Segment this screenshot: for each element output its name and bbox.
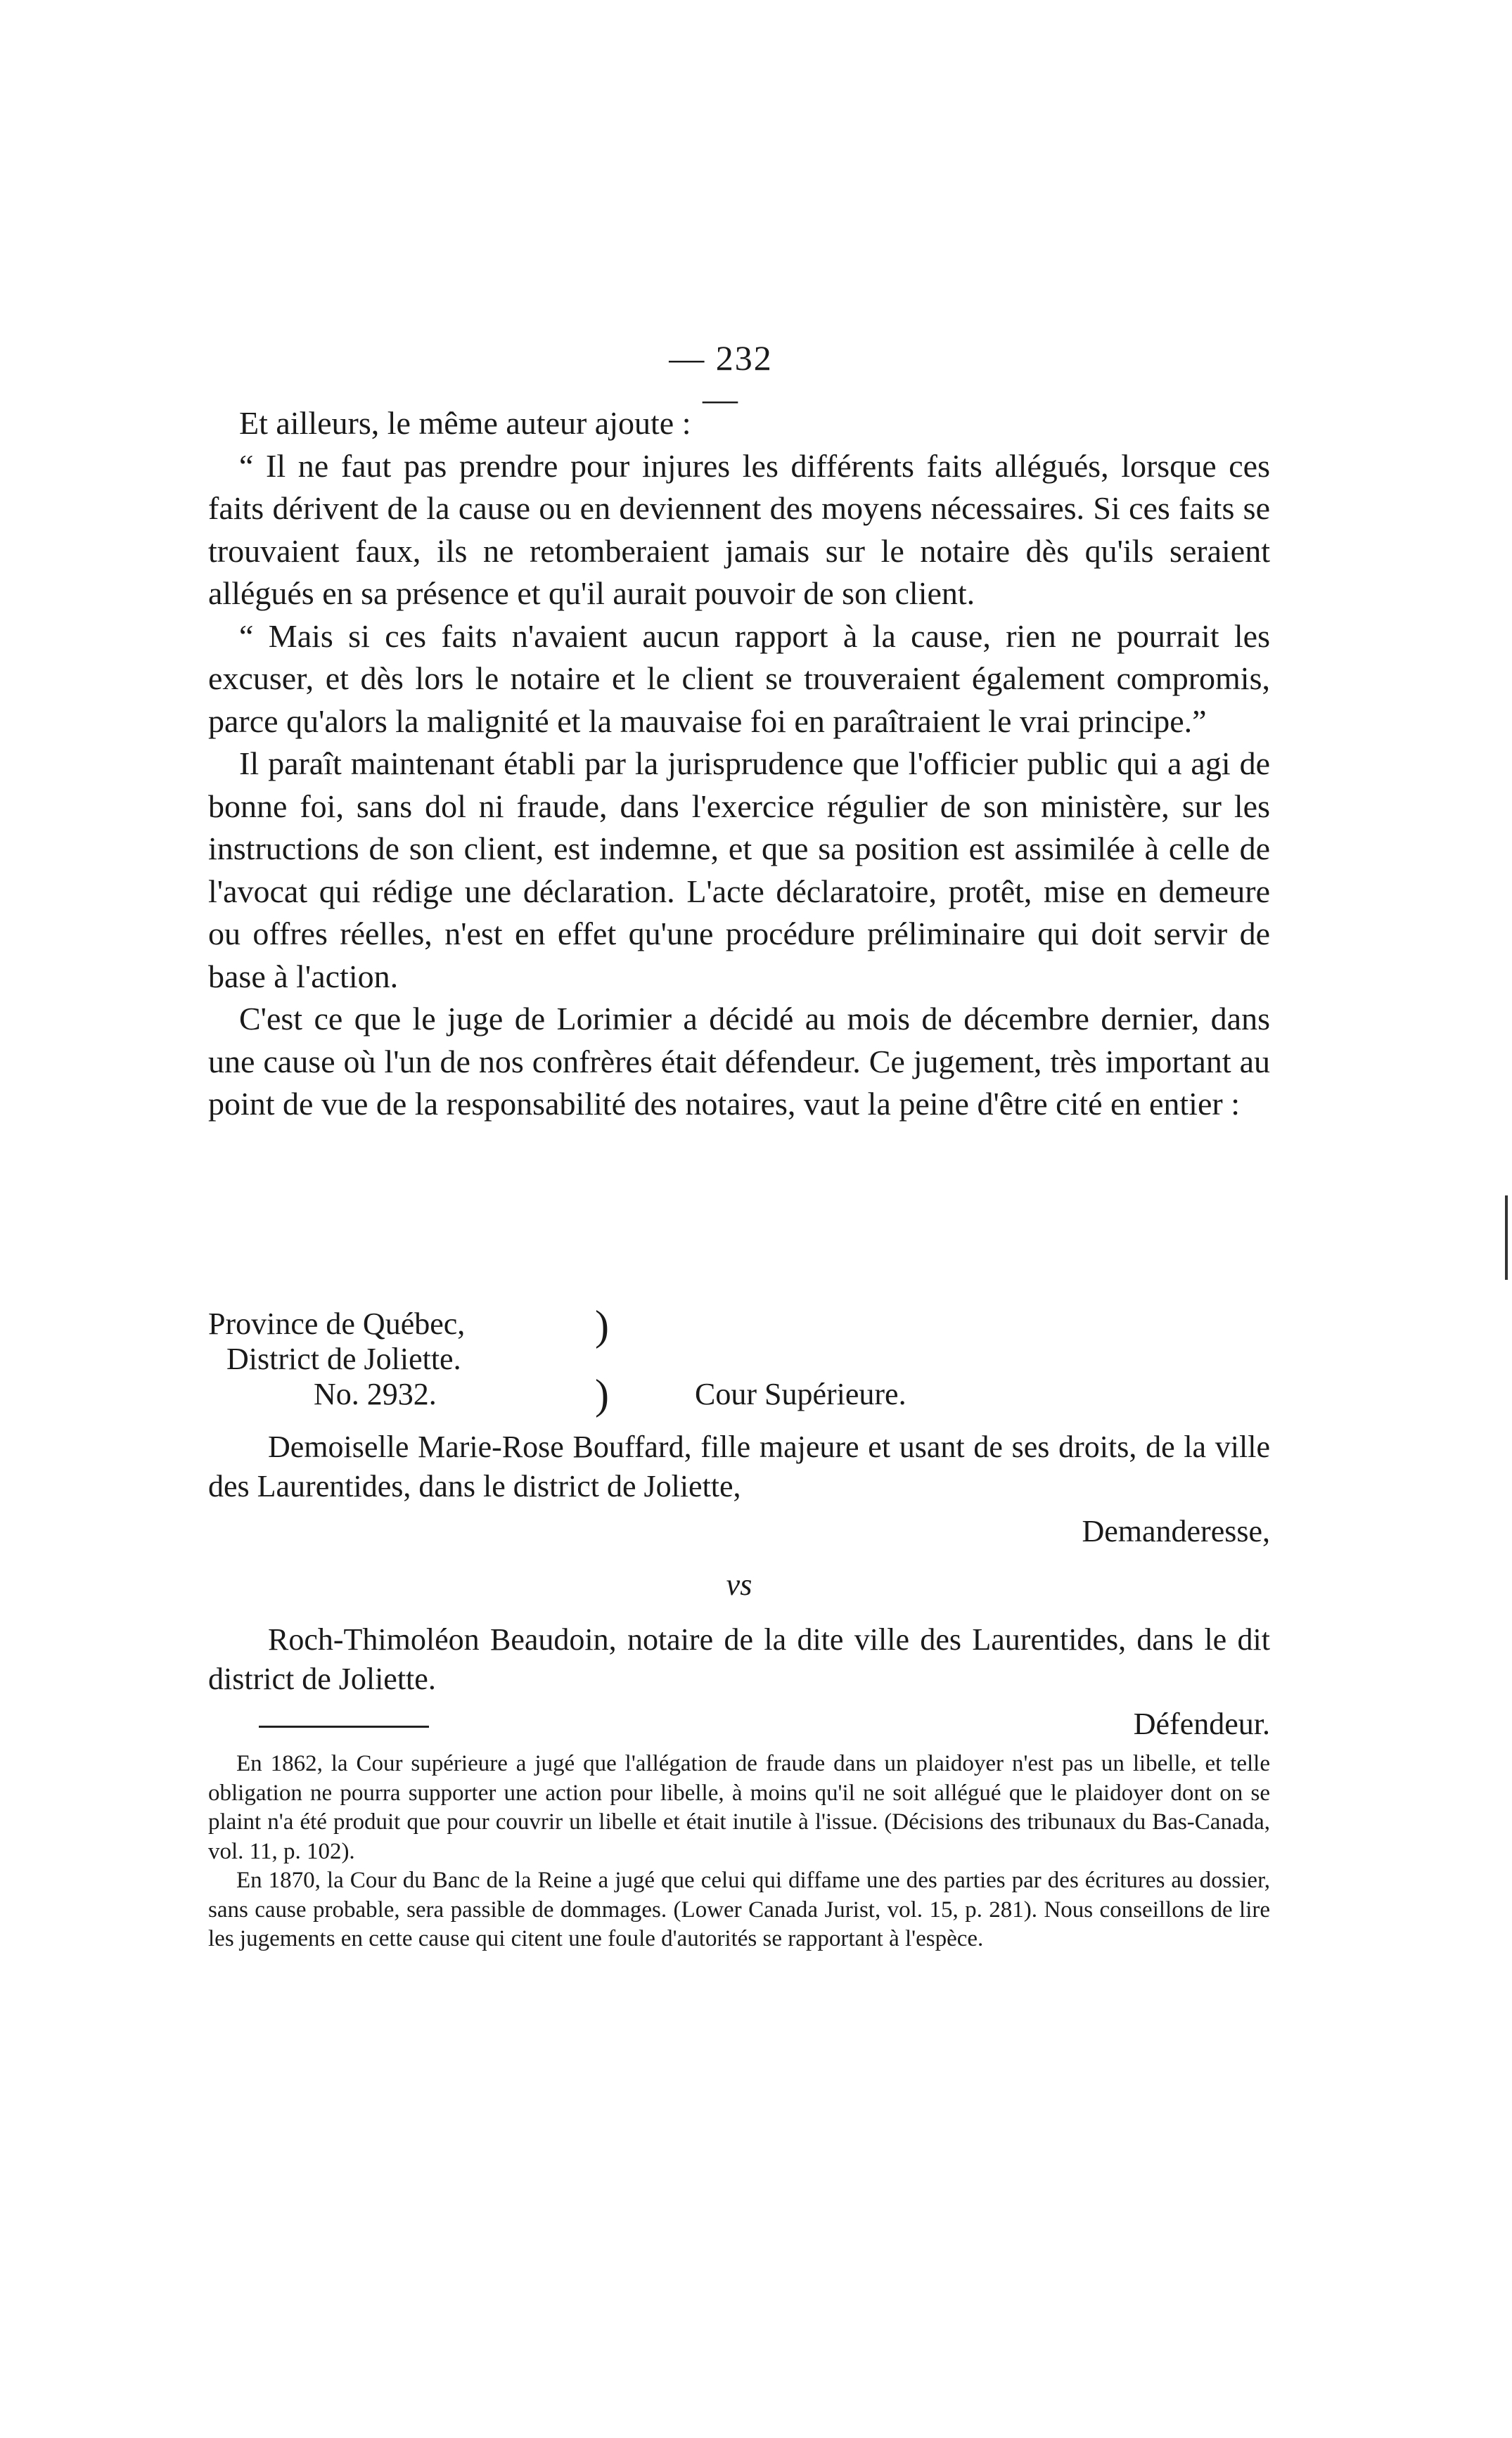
case-caption xyxy=(208,1302,1270,1418)
defendant-role: Défendeur. xyxy=(1133,1707,1270,1741)
body-text xyxy=(208,402,1270,1126)
caption-line-2 xyxy=(208,1342,1270,1377)
defendant-description: Roch-Thimoléon Beaudoin, notaire de la dite ville des Laurentides, dans le dit district de Joliette. xyxy=(208,1622,1270,1696)
case-parties xyxy=(208,1427,1270,1744)
scan-edge-mark xyxy=(1505,1195,1508,1280)
caption-district: District de Joliette. xyxy=(226,1342,461,1376)
footnote-divider xyxy=(259,1726,429,1728)
paragraph-quote-2: “ Mais si ces faits n'avaient aucun rapport à la cause, rien ne pourrait les excuser, et dès lors le notaire et le client se trouveraient également compromis, parce qu'alors la malignité et la mauvaise foi en paraîtraient le vrai principe.” xyxy=(208,617,1270,739)
caption-brace: ) xyxy=(595,1302,609,1349)
page-number: — 232 — xyxy=(669,338,773,418)
versus-label: vs xyxy=(726,1567,752,1602)
plaintiff-description: Demoiselle Marie-Rose Bouffard, fille majeure et usant de ses droits, de la ville des Laurentides, dans le district de Joliette, xyxy=(208,1430,1270,1503)
paragraph-judgment-intro: C'est ce que le juge de Lorimier a décidé au mois de décembre dernier, dans une cause où l'un de nos confrères était défendeur. Ce jugement, très important au point de vue de la responsabilité des notaires, vaut la peine d'être cité en entier : xyxy=(208,1001,1270,1122)
footnote-1: En 1862, la Cour supérieure a jugé que l'allégation de fraude dans un plaidoyer n'est pas un libelle, et telle obligation ne pourra supporter une action pour libelle, à moins qu'il ne soit allégué que le plaidoyer dont on se plaint n'a été produit que pour couvrir un libelle et était inutile à l'issue. (Décisions des tribunaux du Bas-Canada, vol. 11, p. 102). xyxy=(208,1751,1270,1864)
caption-line-3 xyxy=(208,1371,1270,1418)
caption-line-1 xyxy=(208,1302,1270,1349)
paragraph-intro: Et ailleurs, le même auteur ajoute : xyxy=(239,405,691,441)
caption-province: Province de Québec, xyxy=(208,1307,466,1341)
plaintiff-role: Demanderesse, xyxy=(1082,1514,1270,1548)
caption-number: No. 2932. xyxy=(314,1377,437,1411)
footnote-2: En 1870, la Cour du Banc de la Reine a jugé que celui qui diffame une des parties par des écritures au dossier, sans cause probable, sera passible de dommages. (Lower Canada Jurist, vol. 15, p. 281). Nous conseillons de lire les jugements en cette cause qui citent une foule d'autorités se rapportant à l'espèce. xyxy=(208,1868,1270,1951)
footnotes xyxy=(208,1750,1270,1954)
paragraph-quote-1: “ Il ne faut pas prendre pour injures les différents faits allégués, lorsque ces faits dérivent de la cause ou en deviennent des moyens nécessaires. Si ces faits se trouvaient faux, ils ne retomberaient jamais sur le notaire dès qu'ils seraient allégués en sa présence et qu'il aurait pouvoir de son client. xyxy=(208,447,1270,611)
paragraph-jurisprudence: Il paraît maintenant établi par la jurisprudence que l'officier public qui a agi de bonne foi, sans dol ni fraude, dans l'exercice régulier de son ministère, sur les instructions de son client, est indemne, et que sa position est assimilée à celle de l'avocat qui rédige une déclaration. L'acte déclaratoire, protêt, mise en demeure ou offres réelles, n'est en effet qu'une procédure préliminaire qui doit servir de base à l'action. xyxy=(208,745,1270,994)
caption-court: Cour Supérieure. xyxy=(695,1377,906,1411)
caption-brace-lower: ) xyxy=(595,1371,609,1418)
